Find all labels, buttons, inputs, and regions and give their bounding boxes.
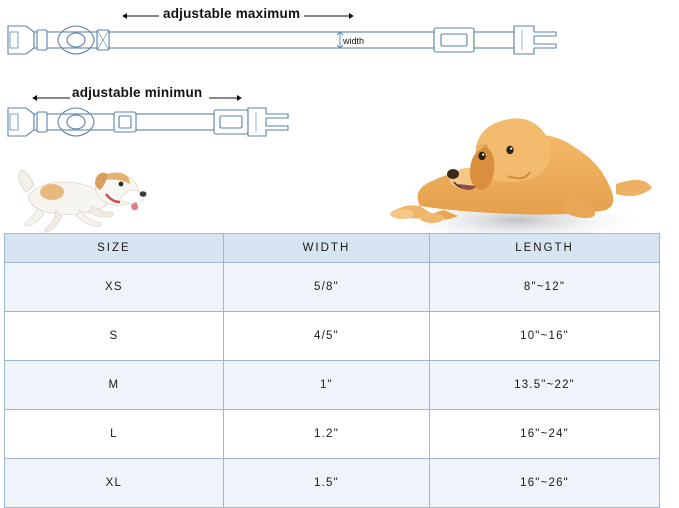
table-row <box>5 312 660 361</box>
column-header-size: SIZE <box>5 234 224 263</box>
collar-diagram-minimum <box>4 90 294 148</box>
cell-length: 16"~24" <box>430 410 660 459</box>
golden-retriever-illustration <box>358 98 658 248</box>
adjustable-minimum-label: adjustable minimun <box>72 85 203 100</box>
collar-diagram-maximum <box>4 6 564 68</box>
cell-width: 4/5" <box>223 312 429 361</box>
cell-width: 5/8" <box>223 263 429 312</box>
jack-russell-terrier-illustration <box>8 158 148 238</box>
table-row <box>5 410 660 459</box>
column-header-width: WIDTH <box>223 234 429 263</box>
cell-length: 10"~16" <box>430 312 660 361</box>
table-row <box>5 361 660 410</box>
width-dimension-label: width <box>343 36 365 46</box>
adjustable-maximum-label: adjustable maximum <box>163 6 301 21</box>
cell-width: 1.2" <box>223 410 429 459</box>
cell-size: S <box>5 312 224 361</box>
cell-width: 1.5" <box>223 459 429 508</box>
size-chart-table <box>4 233 660 508</box>
cell-size: M <box>5 361 224 410</box>
cell-length: 8"~12" <box>430 263 660 312</box>
cell-size: XS <box>5 263 224 312</box>
table-row <box>5 459 660 508</box>
table-row <box>5 263 660 312</box>
cell-length: 16"~26" <box>430 459 660 508</box>
cell-size: L <box>5 410 224 459</box>
cell-size: XL <box>5 459 224 508</box>
cell-length: 13.5"~22" <box>430 361 660 410</box>
table-header-row <box>5 234 660 263</box>
column-header-length: LENGTH <box>430 234 660 263</box>
cell-width: 1" <box>223 361 429 410</box>
